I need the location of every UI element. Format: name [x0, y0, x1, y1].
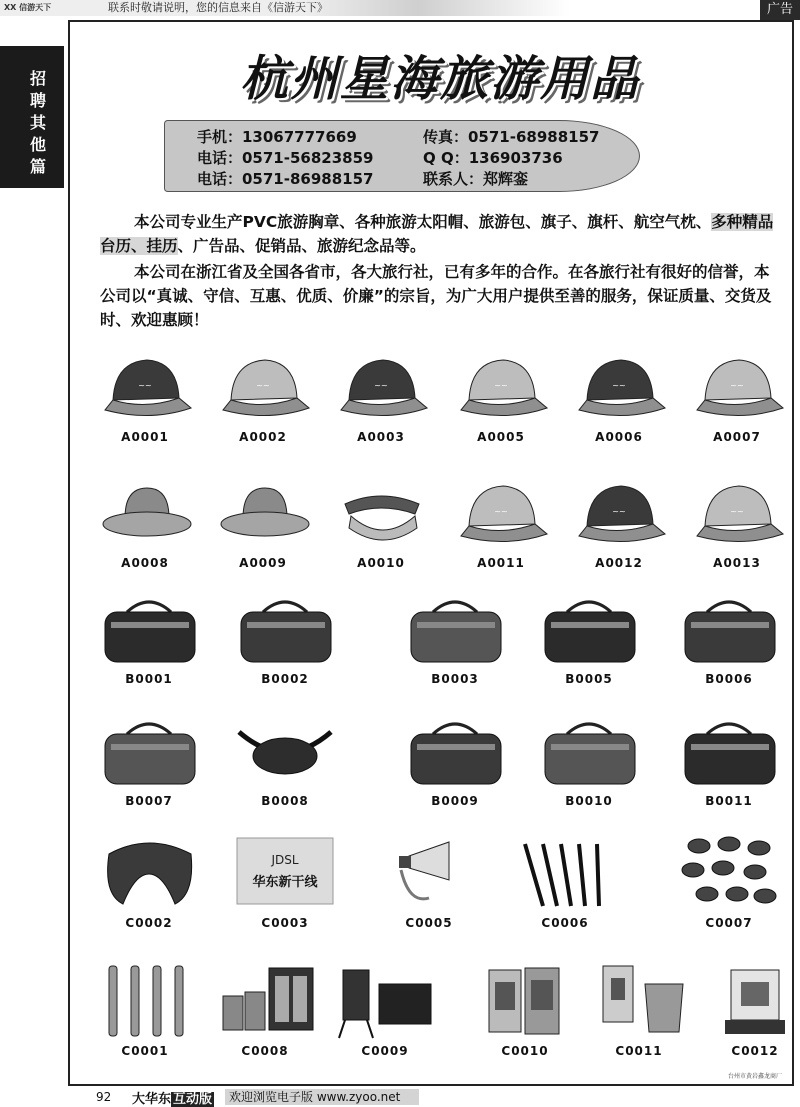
cap-photo	[687, 474, 787, 552]
phone-line-1: 电话：0571-56823859	[197, 149, 374, 167]
stand-photo	[335, 962, 435, 1040]
contact-column-left	[197, 127, 373, 190]
product-code: B0003	[431, 672, 479, 686]
product-code: A0010	[357, 556, 405, 570]
flag-photo	[235, 834, 335, 912]
product-item	[446, 474, 556, 570]
product-code: C0008	[241, 1044, 289, 1058]
qq-line: Q Q：136903736	[423, 149, 563, 167]
product-item	[208, 474, 318, 570]
product-code: B0006	[705, 672, 753, 686]
product-code: B0007	[125, 794, 173, 808]
product-code: A0008	[121, 556, 169, 570]
contact-column-right	[423, 127, 599, 190]
product-item	[230, 834, 340, 930]
product-item	[326, 474, 436, 570]
bag-photo	[99, 712, 199, 790]
product-code: B0001	[125, 672, 173, 686]
brand-edition: 互动版	[173, 1092, 213, 1107]
product-item	[564, 348, 674, 444]
product-item	[674, 590, 784, 686]
svg-text:~~: ~~	[494, 507, 508, 516]
svg-text:~~: ~~	[612, 381, 626, 390]
svg-text:JDSL: JDSL	[271, 853, 299, 867]
bucket-photo	[213, 474, 313, 552]
product-item	[674, 712, 784, 808]
contact-person-line: 联系人：郑辉銮	[423, 170, 529, 188]
svg-text:~~: ~~	[612, 507, 626, 516]
waistbag-photo	[235, 712, 335, 790]
mugs-photo	[215, 962, 315, 1040]
website-link[interactable]: 欢迎浏览电子版 www.zyoo.net	[225, 1089, 419, 1105]
advertisement	[68, 20, 794, 1086]
product-code: B0011	[705, 794, 753, 808]
cooperation-paragraph: 本公司在浙江省及全国各省市，各大旅行社，已有多年的合作。在各旅行社有很好的信誉，本公司以“真诚、守信、互惠、优质、价廉”的宗旨，为广大用户提供至善的服务，保证质量、交货及时、欢迎惠顾！	[100, 263, 772, 329]
product-code: C0012	[731, 1044, 779, 1058]
crystal-photo	[705, 962, 800, 1040]
intro-text-a: 本公司专业生产PVC旅游胸章、各种旅游太阳帽、旅游包、旗子、旗杆、航空气枕、	[134, 213, 712, 231]
ad-label: 广告	[760, 0, 800, 20]
product-item	[90, 962, 200, 1058]
bag-photo	[235, 590, 335, 668]
cap-photo	[213, 348, 313, 426]
product-item	[374, 834, 484, 930]
product-code: A0002	[239, 430, 287, 444]
product-item	[330, 962, 440, 1058]
cap-photo	[569, 348, 669, 426]
category-tab-label: 招聘其他篇	[30, 69, 47, 176]
svg-text:~~: ~~	[138, 381, 152, 390]
svg-text:~~: ~~	[730, 381, 744, 390]
product-code: A0006	[595, 430, 643, 444]
product-code: C0001	[121, 1044, 169, 1058]
product-item	[230, 590, 340, 686]
product-code: B0010	[565, 794, 613, 808]
footer-brand	[132, 1088, 214, 1107]
product-item	[94, 712, 204, 808]
product-code: A0011	[477, 556, 525, 570]
intro-highlight: 多种精品台历、挂历	[100, 213, 774, 255]
cap-photo	[95, 348, 195, 426]
calendar-photo	[475, 962, 575, 1040]
bag-photo	[679, 712, 779, 790]
pens-photo	[515, 834, 615, 912]
svg-text:~~: ~~	[494, 381, 508, 390]
poles-photo	[95, 962, 195, 1040]
product-code: A0003	[357, 430, 405, 444]
product-code: A0005	[477, 430, 525, 444]
product-code: B0008	[261, 794, 309, 808]
bag-photo	[405, 590, 505, 668]
product-item	[94, 590, 204, 686]
product-code: C0006	[541, 916, 589, 930]
mobile-line: 手机：13067777669	[197, 128, 357, 146]
brand-name: 大华东	[132, 1092, 172, 1107]
svg-text:~~: ~~	[256, 381, 270, 390]
product-code: A0007	[713, 430, 761, 444]
intro-text-b: 、广告品、促销品、旅游纪念品等。	[177, 237, 426, 255]
product-item	[674, 834, 784, 930]
contact-panel	[164, 120, 640, 192]
product-item	[400, 590, 510, 686]
product-code: A0013	[713, 556, 761, 570]
product-code: B0002	[261, 672, 309, 686]
product-code: C0007	[705, 916, 753, 930]
product-item	[208, 348, 318, 444]
product-item	[90, 348, 200, 444]
svg-text:~~: ~~	[374, 381, 388, 390]
product-item	[446, 348, 556, 444]
product-code: B0009	[431, 794, 479, 808]
bucket-photo	[95, 474, 195, 552]
product-item	[210, 962, 320, 1058]
page-footer	[0, 1088, 800, 1106]
product-item	[700, 962, 800, 1058]
product-item	[534, 712, 644, 808]
product-item	[326, 348, 436, 444]
product-item	[584, 962, 694, 1058]
bag-photo	[539, 712, 639, 790]
product-item	[400, 712, 510, 808]
cap-photo	[451, 348, 551, 426]
penholder-photo	[589, 962, 689, 1040]
publication-logo: XX 信游天下	[4, 3, 52, 12]
product-item	[510, 834, 620, 930]
credit-line: 台州市黄岩鑫龙商厂	[727, 1073, 782, 1080]
product-item	[564, 474, 674, 570]
product-code: B0005	[565, 672, 613, 686]
pillow-photo	[99, 834, 199, 912]
bag-photo	[405, 712, 505, 790]
product-code: C0002	[125, 916, 173, 930]
product-item	[682, 348, 792, 444]
cap-photo	[331, 348, 431, 426]
product-code: C0009	[361, 1044, 409, 1058]
fax-line: 传真：0571-68988157	[423, 128, 600, 146]
bag-photo	[539, 590, 639, 668]
bag-photo	[679, 590, 779, 668]
cap-photo	[687, 348, 787, 426]
phone-line-2: 电话：0571-86988157	[197, 170, 374, 188]
product-item	[94, 834, 204, 930]
product-code: A0001	[121, 430, 169, 444]
page-number: 92	[96, 1090, 112, 1104]
cap-photo	[569, 474, 669, 552]
bag-photo	[99, 590, 199, 668]
product-item	[534, 590, 644, 686]
visor-photo	[331, 474, 431, 552]
product-item	[90, 474, 200, 570]
badges-photo	[679, 834, 779, 912]
cap-photo	[451, 474, 551, 552]
product-item	[230, 712, 340, 808]
company-title: 杭州星海旅游用品	[239, 51, 640, 107]
megaphone-photo	[379, 834, 479, 912]
svg-text:~~: ~~	[730, 507, 744, 516]
product-code: C0005	[405, 916, 453, 930]
product-code: A0012	[595, 556, 643, 570]
category-tab[interactable]	[0, 46, 64, 188]
intro-paragraph	[100, 210, 780, 258]
top-banner	[0, 0, 760, 16]
svg-text:华东新干线: 华东新干线	[252, 875, 318, 890]
product-item	[470, 962, 580, 1058]
product-code: A0009	[239, 556, 287, 570]
product-code: C0011	[615, 1044, 663, 1058]
source-note: 联系时敬请说明，您的信息来自《信游天下》	[108, 1, 328, 14]
product-item	[682, 474, 792, 570]
product-code: C0010	[501, 1044, 549, 1058]
product-code: C0003	[261, 916, 309, 930]
